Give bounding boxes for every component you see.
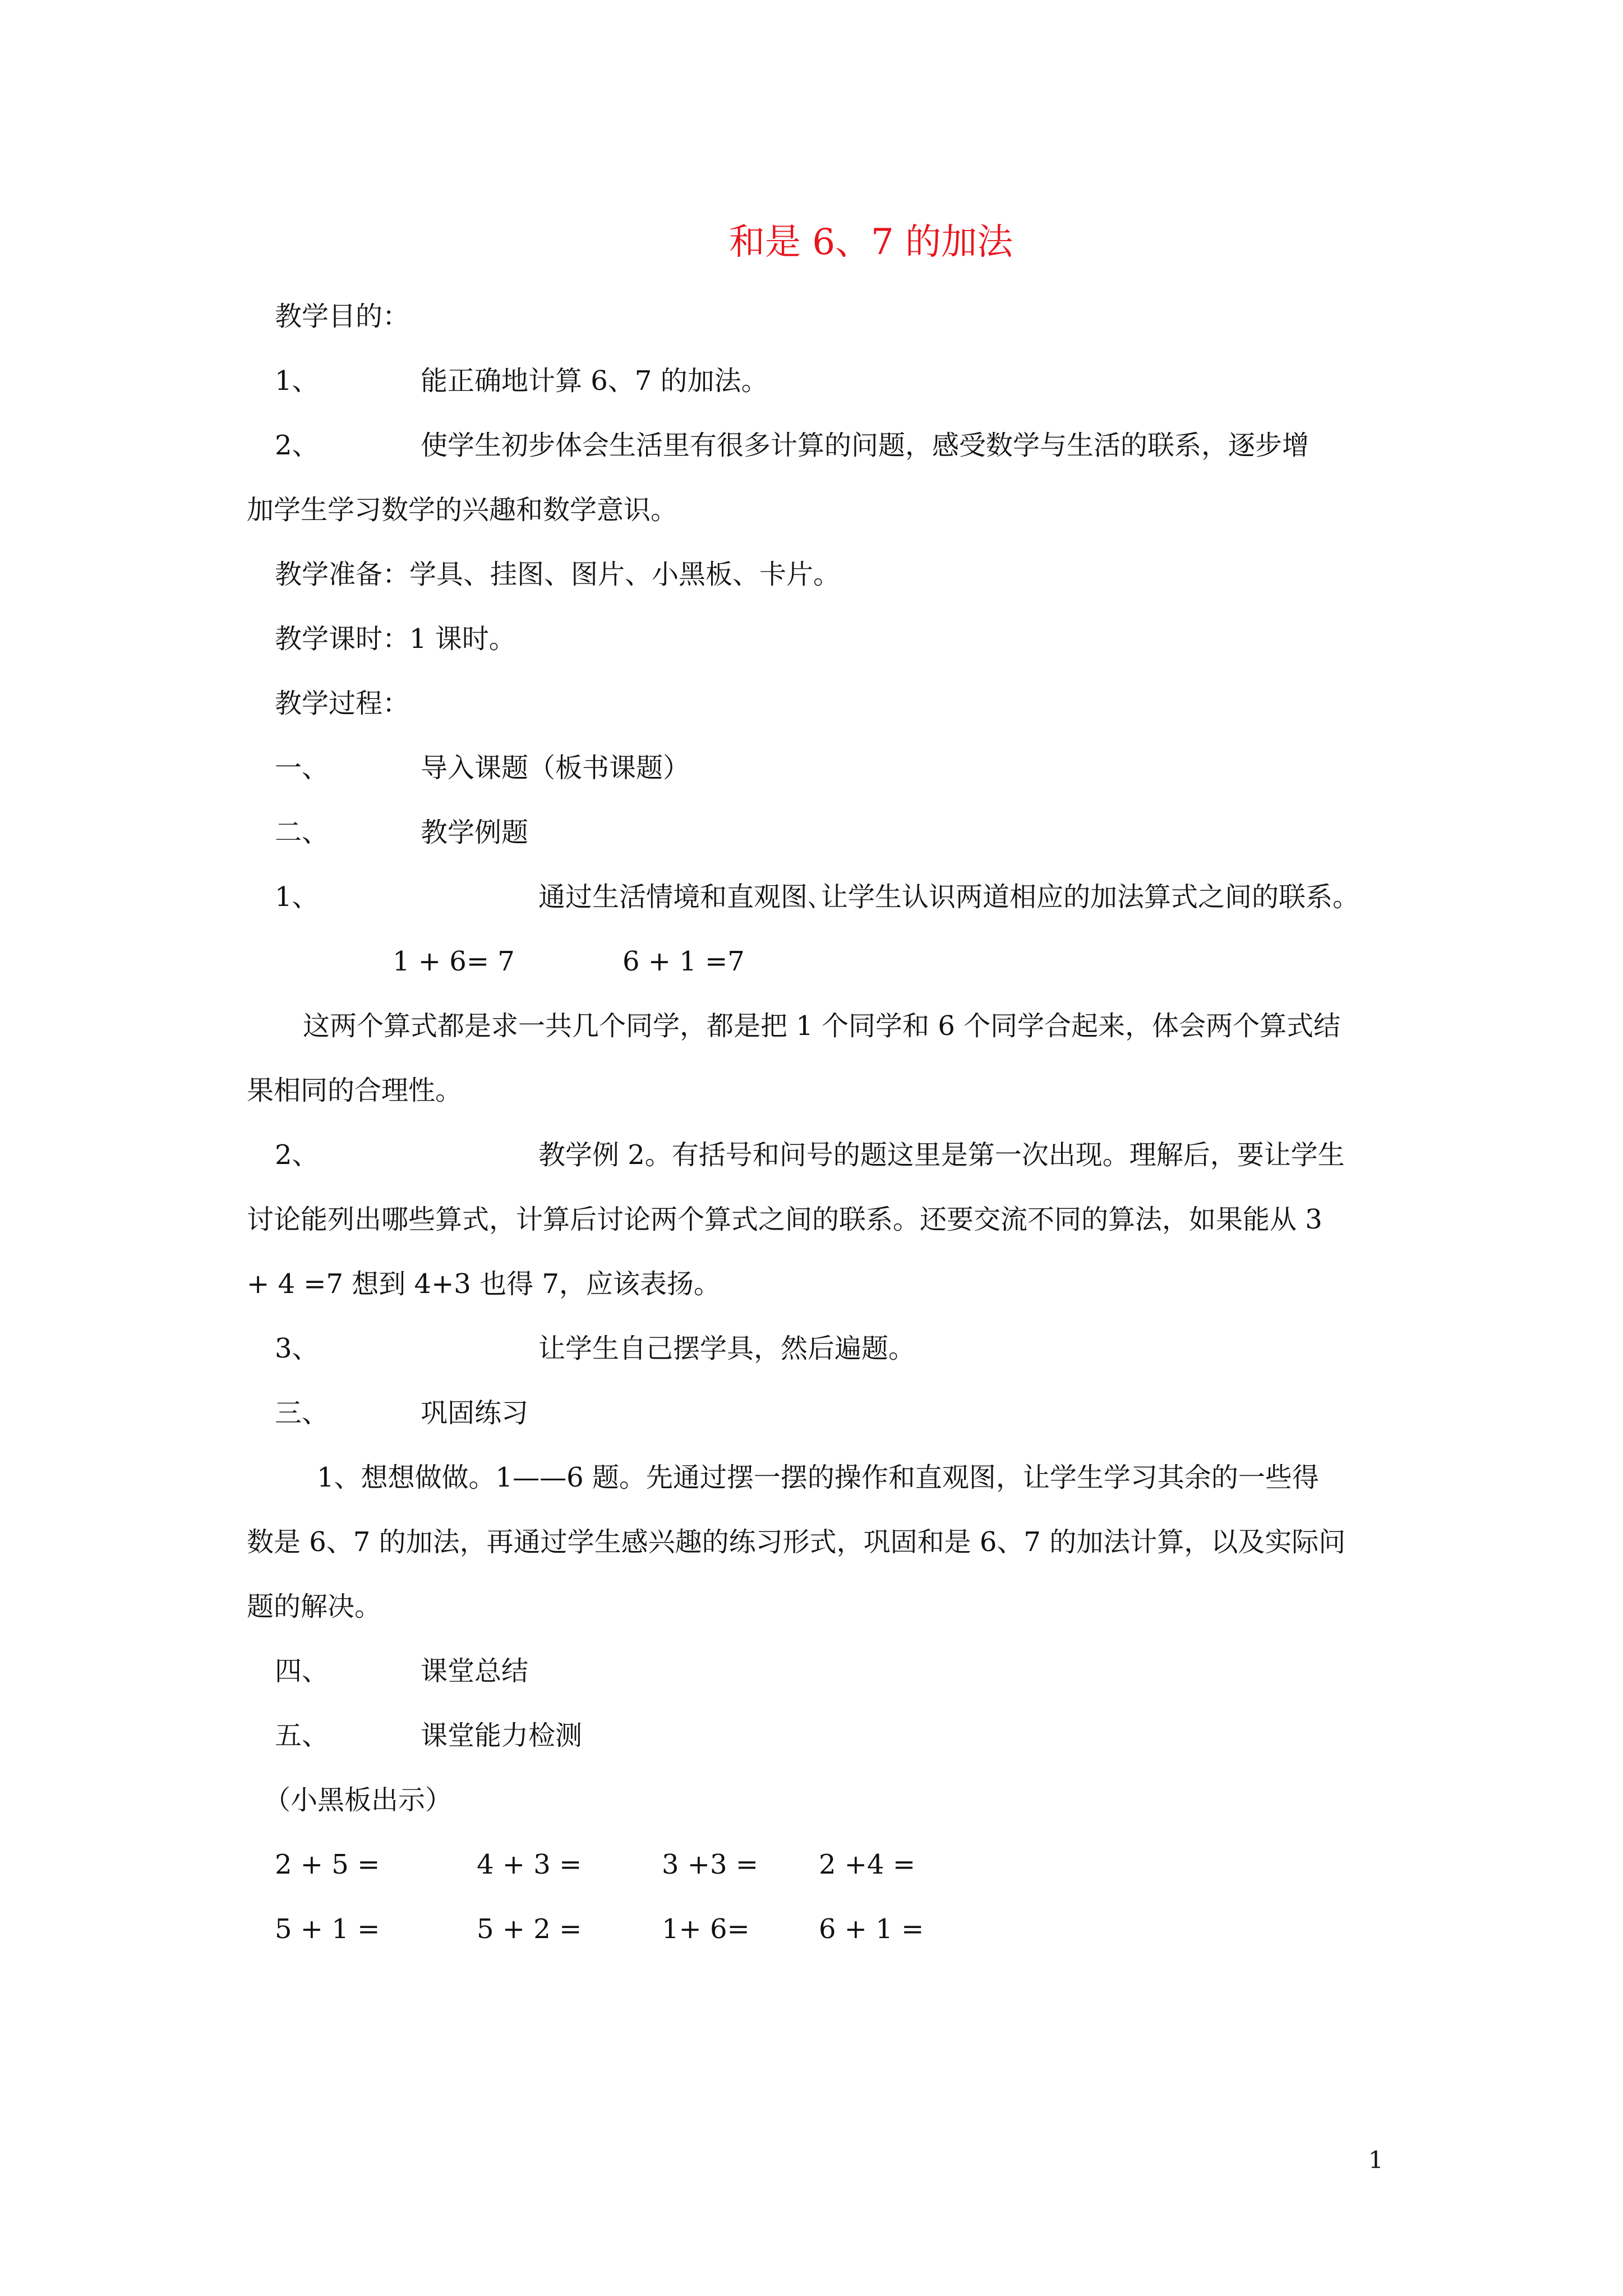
section-5 [275,1720,583,1751]
exercise-item: 5 + 2 = [477,1913,582,1945]
objective-1-text: 能正确地计算 6、7 的加法。 [421,365,768,397]
example-3 [275,1333,916,1364]
objective-2-text: 使学生初步体会生活里有很多计算的问题，感受数学与生活的联系，逐步增 [421,430,1310,461]
document-title: 和是 6、7 的加法 [729,222,1013,263]
equation-2: 6 + 1 =7 [623,946,745,977]
section-1-number: 一、 [275,752,329,784]
example-2 [275,1139,1345,1171]
teaching-hours: 教学课时：1 课时。 [275,623,516,655]
equation-1: 1 + 6= 7 [393,946,515,977]
section-4-text: 课堂总结 [421,1655,529,1687]
practice-line-1: 1、想想做做。1——6 题。先通过摆一摆的操作和直观图，让学生学习其余的一些得 [317,1462,1319,1493]
section-4 [275,1655,529,1687]
example-1 [275,881,1360,913]
example-1-number: 1、 [275,881,319,913]
example-2-number: 2、 [275,1139,319,1171]
exercise-item: 4 + 3 = [477,1849,582,1880]
section-5-number: 五、 [275,1720,329,1751]
example-1-text: 通过生活情境和直观图､让学生认识两道相应的加法算式之间的联系。 [538,881,1360,913]
exercise-item: 2 + 5 = [275,1849,380,1880]
objective-1 [275,365,768,397]
objective-2-continued: 加学生学习数学的兴趣和数学意识。 [247,494,678,526]
exercise-item: 1+ 6= [662,1913,750,1945]
explanation-line-2: 果相同的合理性。 [247,1075,463,1106]
teaching-prep: 教学准备：学具、挂图、图片、小黑板、卡片。 [275,559,841,590]
practice-line-3: 题的解决。 [247,1591,382,1622]
example-2-line-3: + 4 =7 想到 4+3 也得 7，应该表扬。 [247,1268,721,1300]
section-3 [275,1397,529,1429]
explanation-line-1: 这两个算式都是求一共几个同学，都是把 1 个同学和 6 个同学合起来，体会两个算式结 [303,1010,1341,1042]
example-2-text: 教学例 2。有括号和问号的题这里是第一次出现。理解后，要让学生 [538,1139,1345,1171]
section-5-text: 课堂能力检测 [421,1720,583,1751]
process-label: 教学过程： [275,688,410,719]
practice-line-2: 数是 6、7 的加法，再通过学生感兴趣的练习形式，巩固和是 6、7 的加法计算，以及实际问 [247,1526,1346,1558]
example-3-text: 让学生自己摆学具，然后遍题。 [538,1333,916,1364]
section-3-text: 巩固练习 [421,1397,529,1429]
section-1-text: 导入课题（板书课题） [421,752,690,784]
section-2-text: 教学例题 [421,817,529,848]
section-2 [275,817,529,848]
objectives-label: 教学目的： [275,301,410,332]
section-2-number: 二、 [275,817,329,848]
exercise-item: 3 +3 = [662,1849,759,1880]
exercise-item: 2 +4 = [819,1849,916,1880]
objective-2-number: 2、 [275,430,319,461]
section-4-number: 四、 [275,1655,329,1687]
example-2-line-2: 讨论能列出哪些算式，计算后讨论两个算式之间的联系。还要交流不同的算法，如果能从 3 [247,1204,1322,1235]
objective-1-number: 1、 [275,365,319,397]
page-number: 1 [1368,2146,1384,2174]
section-3-number: 三、 [275,1397,329,1429]
objective-2 [275,430,1310,461]
exercise-item: 5 + 1 = [275,1913,380,1945]
board-note: （小黑板出示） [264,1784,453,1816]
section-1 [275,752,690,784]
example-3-number: 3、 [275,1333,319,1364]
exercise-item: 6 + 1 = [819,1913,924,1945]
